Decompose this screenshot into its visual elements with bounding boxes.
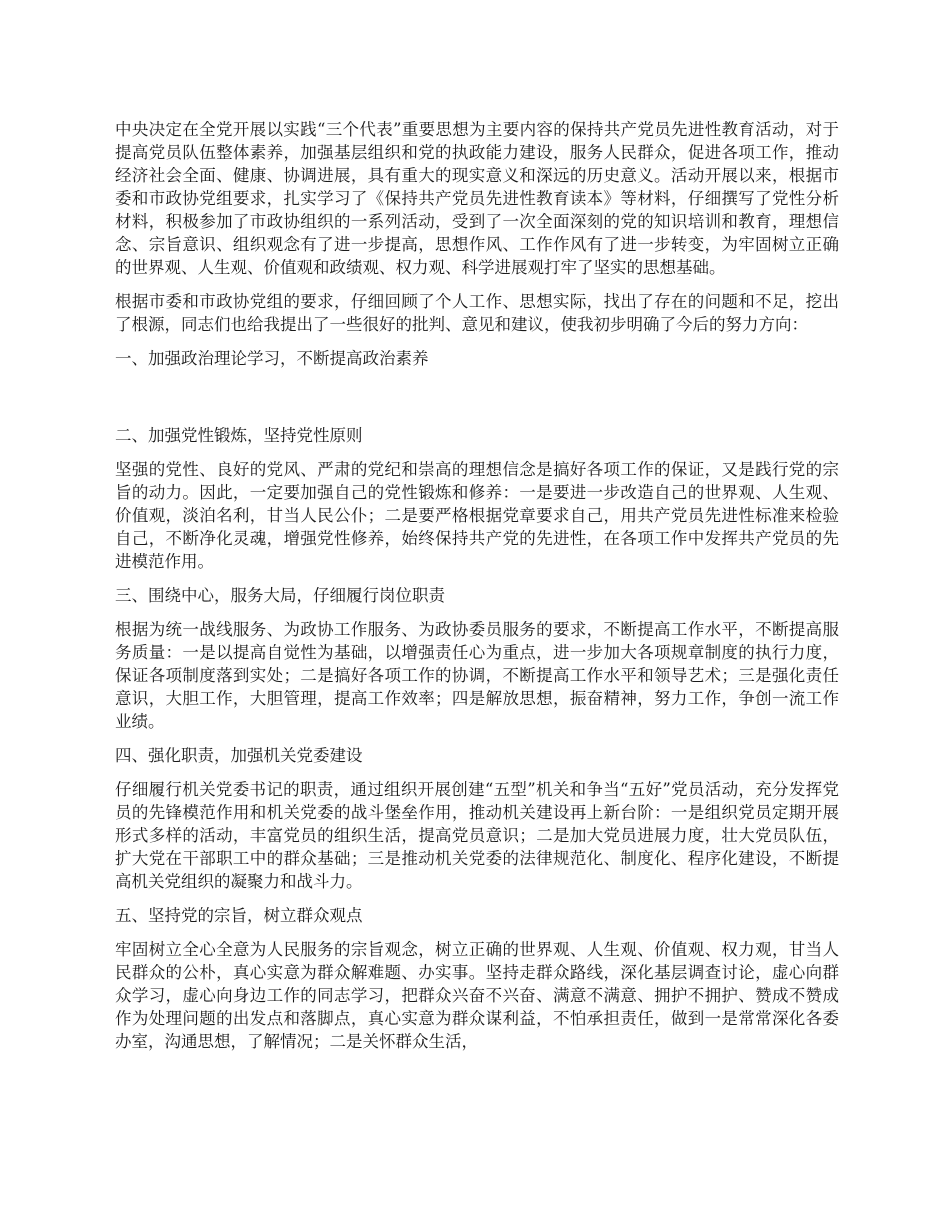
paragraph-intro: 中央决定在全党开展以实践“三个代表”重要思想为主要内容的保持共产党员先进性教育活动，对于提高党员队伍整体素养，加强基层组织和党的执政能力建设，服务人民群众，促进各项工作，推动经济社会全面、健康、协调进展，具有重大的现实意义和深远的历史意义。活动开展以来，根据市委和市政协党组要求，扎实学习了《保持共产党员先进性教育读本》等材料，仔细撰写了党性分析材料，积极参加了市政协组织的一系列活动，受到了一次全面深刻的党的知识培训和教育，理想信念、宗旨意识、组织观念有了进一步提高，思想作风、工作作风有了进一步转变，为牢固树立正确的世界观、人生观、价值观和政绩观、权力观、科学进展观打牢了坚实的思想基础。 <box>115 120 839 277</box>
paragraph-review: 根据市委和市政协党组的要求，仔细回顾了个人工作、思想实际，找出了存在的问题和不足，挖出了根源，同志们也给我提出了一些很好的批判、意见和建议，使我初步明确了今后的努力方向： <box>115 292 839 334</box>
section-heading-1: 一、加强政治理论学习，不断提高政治素养 <box>115 349 429 368</box>
paragraph-section-3: 根据为统一战线服务、为政协工作服务、为政协委员服务的要求，不断提高工作水平，不断提高服务质量：一是以提高自觉性为基础，以增强责任心为重点，进一步加大各项规章制度的执行力度，保证各项制度落到实处；二是搞好各项工作的协调，不断提高工作水平和领导艺术；三是强化责任意识，大胆工作，大胆管理，提高工作效率；四是解放思想，振奋精神，努力工作，争创一流工作业绩。 <box>115 620 839 731</box>
paragraph-section-2: 坚强的党性、良好的党风、严肃的党纪和崇高的理想信念是搞好各项工作的保证，又是践行党的宗旨的动力。因此，一定要加强自己的党性锻炼和修养：一是要进一步改造自己的世界观、人生观、价值观，淡泊名利，甘当人民公仆；二是要严格根据党章要求自己，用共产党员先进性标准来检验自己，不断净化灵魂，增强党性修养，始终保持共产党的先进性，在各项工作中发挥共产党员的先进模范作用。 <box>115 460 839 571</box>
document-body <box>115 118 839 1064</box>
blank-gap <box>115 381 839 424</box>
section-heading-5: 五、坚持党的宗旨，树立群众观点 <box>115 906 363 925</box>
section-heading-4: 四、强化职责，加强机关党委建设 <box>115 746 363 765</box>
section-heading-2: 二、加强党性锻炼，坚持党性原则 <box>115 426 363 445</box>
paragraph-section-4: 仔细履行机关党委书记的职责，通过组织开展创建“五型”机关和争当“五好”党员活动，充分发挥党员的先锋模范作用和机关党委的战斗堡垒作用，推动机关建设再上新台阶：一是组织党员定期开展形式多样的活动，丰富党员的组织生活，提高党员意识；二是加大党员进展力度，壮大党员队伍，扩大党在干部职工中的群众基础；三是推动机关党委的法律规范化、制度化、程序化建设，不断提高机关党组织的凝聚力和战斗力。 <box>115 780 839 891</box>
paragraph-section-5: 牢固树立全心全意为人民服务的宗旨观念，树立正确的世界观、人生观、价值观、权力观，甘当人民群众的公朴，真心实意为群众解难题、办实事。坚持走群众路线，深化基层调查讨论，虚心向群众学习，虚心向身边工作的同志学习，把群众兴奋不兴奋、满意不满意、拥护不拥护、赞成不赞成作为处理问题的出发点和落脚点，真心实意为群众谋利益，不怕承担责任，做到一是常常深化各委办室，沟通思想，了解情况；二是关怀群众生活， <box>115 940 839 1051</box>
section-heading-3: 三、围绕中心，服务大局，仔细履行岗位职责 <box>115 586 445 605</box>
